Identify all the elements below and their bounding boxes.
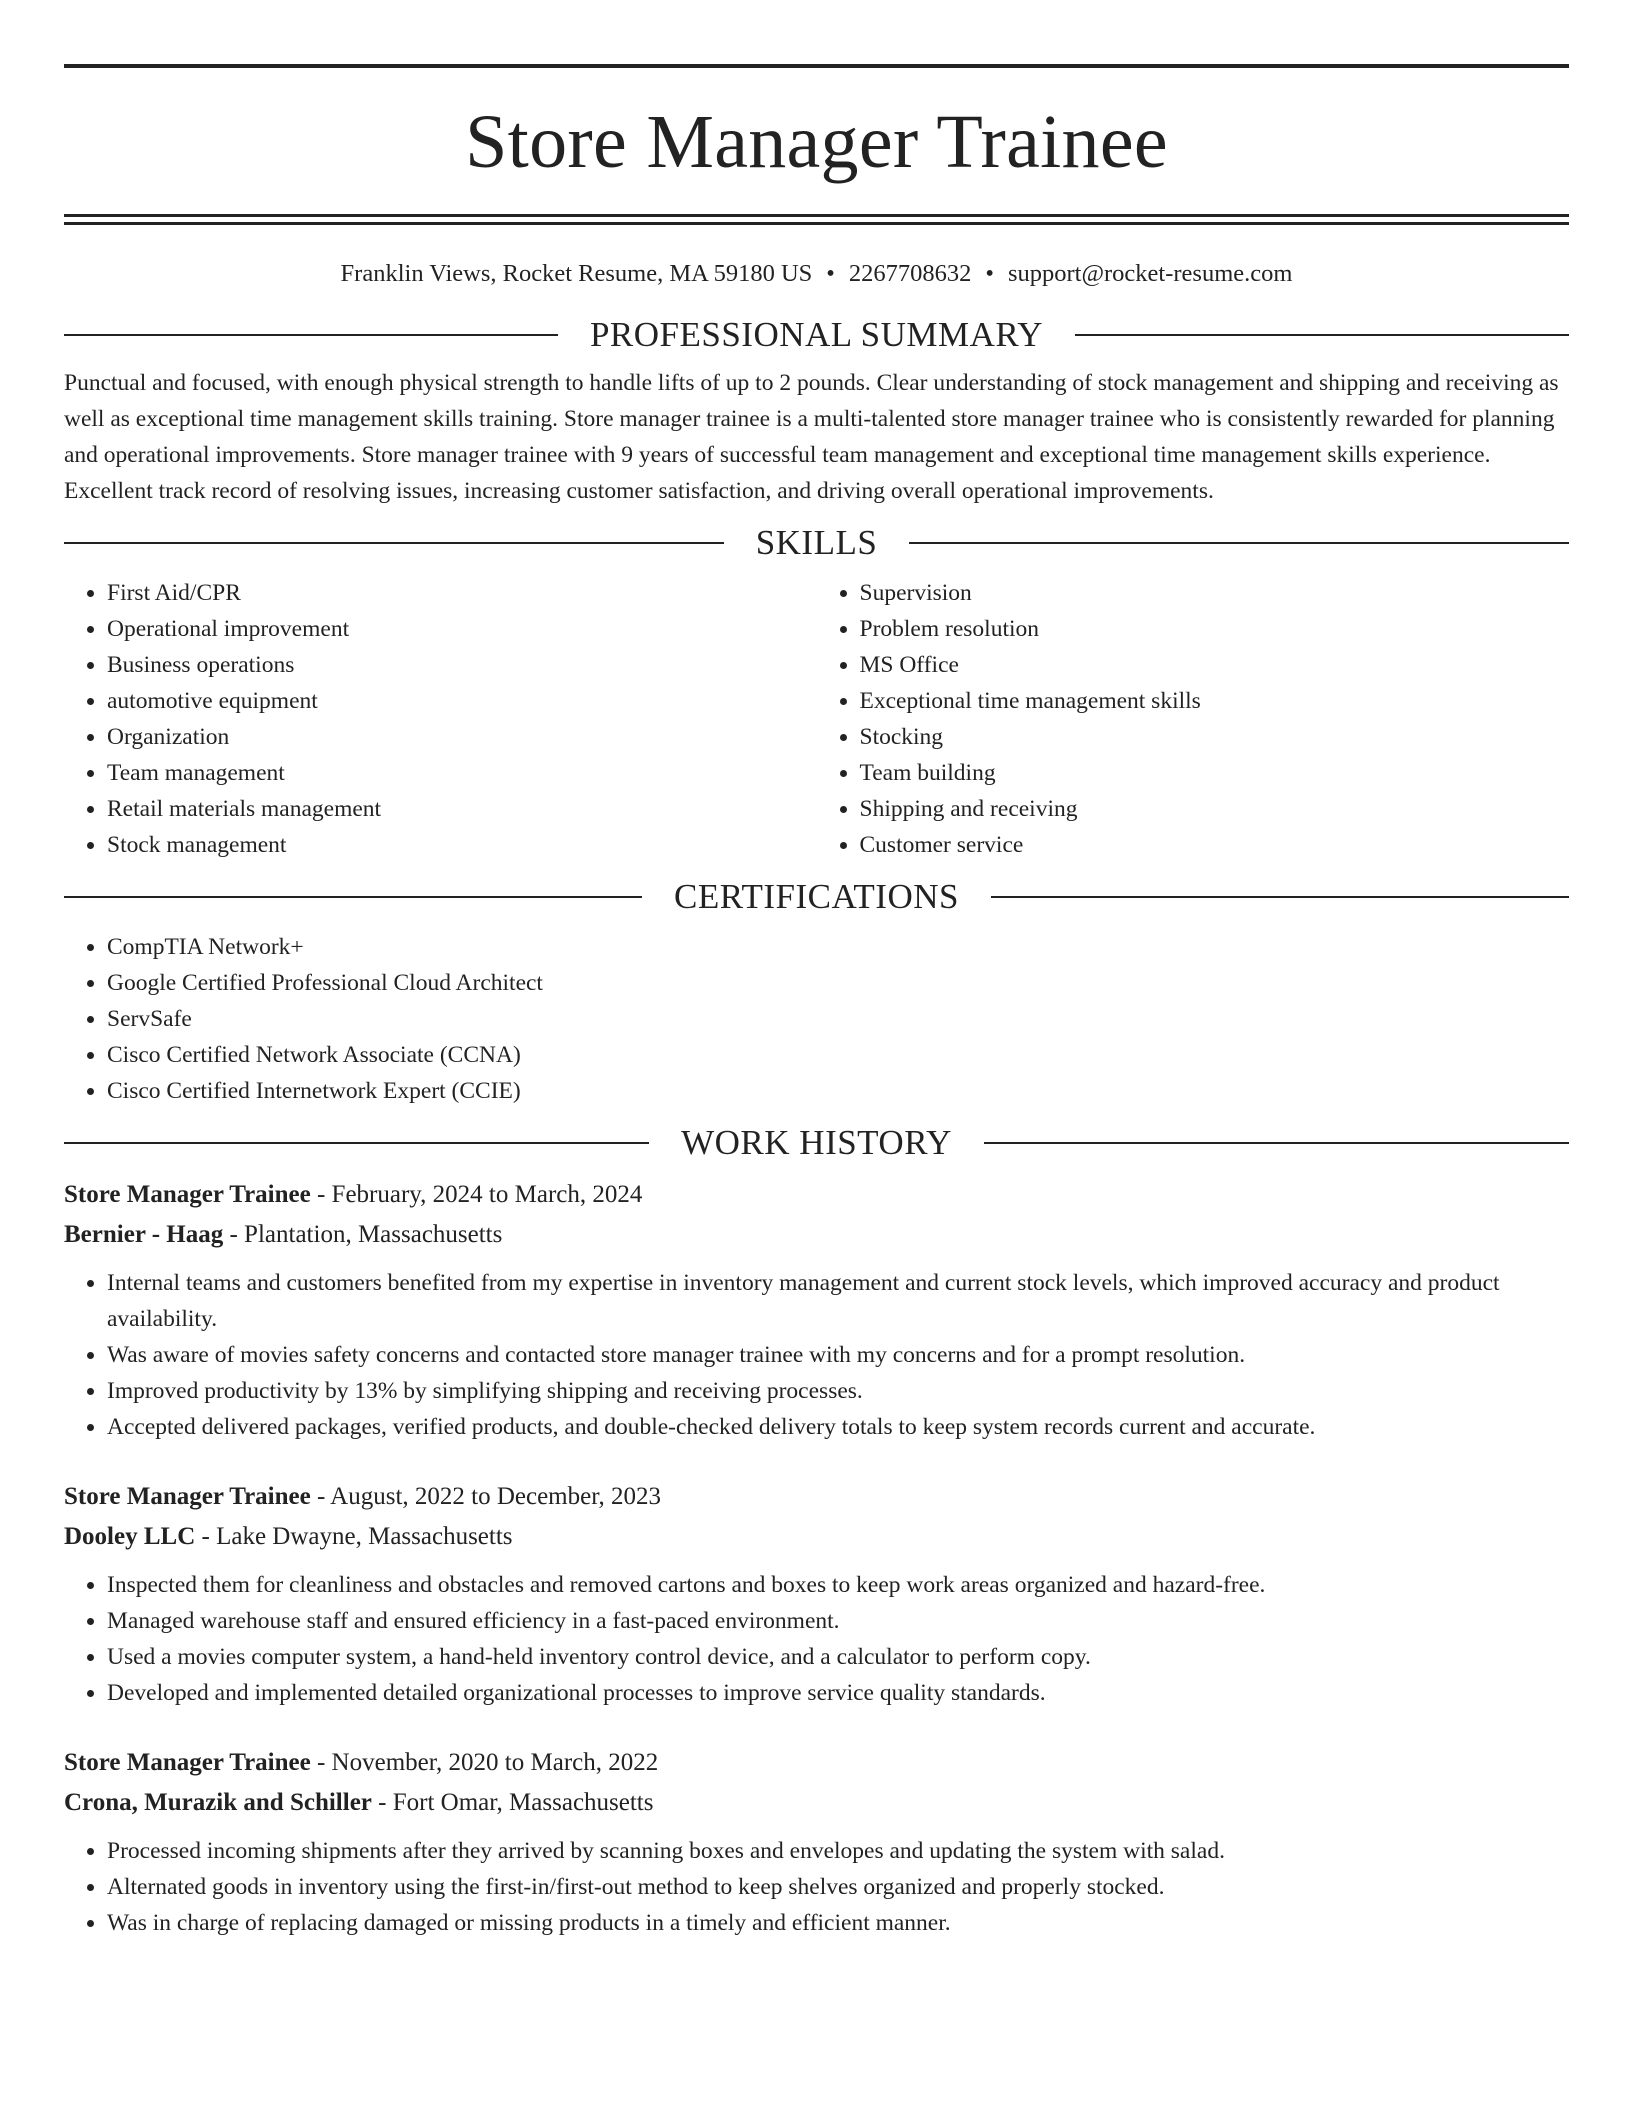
contact-separator: • — [985, 260, 994, 287]
skill-item: • Supervision — [860, 575, 1570, 611]
job-employer: Dooley LLC — [64, 1522, 196, 1550]
summary-heading — [64, 315, 1569, 355]
heading-rule-right — [984, 1142, 1569, 1144]
job-bullet: • Processed incoming shipments after they arrived by scanning boxes and envelopes and updating the system with salad. — [107, 1833, 1569, 1869]
certification-item: • CompTIA Network+ — [107, 929, 1569, 965]
job-bullet: • Was in charge of replacing damaged or missing products in a timely and efficient manner. — [107, 1905, 1569, 1941]
job-title-line — [64, 1477, 1569, 1517]
job-bullet: • Accepted delivered packages, verified products, and double-checked delivery totals to keep system records current and accurate. — [107, 1409, 1569, 1445]
job-bullets — [64, 1833, 1569, 1941]
heading-rule-left — [64, 1142, 649, 1144]
candidate-name: Store Manager Trainee — [465, 100, 1168, 184]
resume-page — [64, 64, 1569, 1941]
heading-rule-left — [64, 334, 558, 336]
skills-grid — [64, 575, 1569, 863]
job-bullet: • Was aware of movies safety concerns and contacted store manager trainee with my concerns and for a prompt resolution. — [107, 1337, 1569, 1373]
skills-list-left — [64, 575, 817, 863]
skill-item: • Retail materials management — [107, 791, 817, 827]
job-employer: Bernier - Haag — [64, 1220, 224, 1248]
certifications-list — [64, 929, 1569, 1109]
skill-item: • automotive equipment — [107, 683, 817, 719]
job-title: Store Manager Trainee — [64, 1748, 311, 1776]
certification-item: • Google Certified Professional Cloud Architect — [107, 965, 1569, 1001]
work-history-heading — [64, 1123, 1569, 1163]
skill-item: • Business operations — [107, 647, 817, 683]
skill-item: • Team management — [107, 755, 817, 791]
header-double-rule — [64, 214, 1569, 225]
skill-item: • Team building — [860, 755, 1570, 791]
skill-item: • Exceptional time management skills — [860, 683, 1570, 719]
contact-address: Franklin Views, Rocket Resume, MA 59180 US — [340, 260, 813, 287]
job-location: - Plantation, Massachusetts — [223, 1220, 503, 1248]
job-employer: Crona, Murazik and Schiller — [64, 1788, 372, 1816]
certifications-heading — [64, 877, 1569, 917]
heading-rule-left — [64, 542, 724, 544]
job-bullet: • Internal teams and customers benefited from my expertise in inventory management and current stock levels, which improved accuracy and product availability. — [107, 1265, 1569, 1337]
job-bullets — [64, 1567, 1569, 1711]
job-bullet: • Improved productivity by 13% by simplifying shipping and receiving processes. — [107, 1373, 1569, 1409]
job-title-line — [64, 1743, 1569, 1783]
skills-heading — [64, 523, 1569, 563]
contact-line — [64, 262, 1569, 287]
job-entry — [64, 1175, 1569, 1445]
job-dates: - February, 2024 to March, 2024 — [310, 1180, 643, 1208]
job-bullet: • Managed warehouse staff and ensured efficiency in a fast-paced environment. — [107, 1603, 1569, 1639]
contact-email[interactable]: support@rocket-resume.com — [1007, 260, 1293, 287]
job-title: Store Manager Trainee — [64, 1180, 311, 1208]
job-location: - Fort Omar, Massachusetts — [371, 1788, 654, 1816]
skill-item: • Organization — [107, 719, 817, 755]
heading-rule-right — [991, 896, 1569, 898]
contact-separator: • — [826, 260, 835, 287]
heading-rule-right — [909, 542, 1569, 544]
job-bullet: • Inspected them for cleanliness and obstacles and removed cartons and boxes to keep work areas organized and hazard-free. — [107, 1567, 1569, 1603]
summary-text: Punctual and focused, with enough physical strength to handle lifts of up to 2 pounds. Clear understanding of stock management and shipping and receiving as well as exceptional time management skills training. Store manager trainee is a multi-talented store manager trainee who is consistently rewarded for planning and operational improvements. Store manager trainee with 9 years of successful team management and exceptional time management skills experience. Excellent track record of resolving issues, increasing customer satisfaction, and driving overall operational improvements. — [64, 369, 1559, 504]
work-history-title: WORK HISTORY — [681, 1123, 952, 1162]
job-location: - Lake Dwayne, Massachusetts — [195, 1522, 513, 1550]
skills-title: SKILLS — [755, 523, 878, 562]
contact-phone[interactable]: 2267708632 — [848, 260, 972, 287]
top-rule — [64, 64, 1569, 68]
heading-rule-left — [64, 896, 642, 898]
job-entry — [64, 1743, 1569, 1941]
job-employer-line — [64, 1783, 1569, 1823]
skill-item: • Stock management — [107, 827, 817, 863]
job-dates: - November, 2020 to March, 2022 — [310, 1748, 659, 1776]
skill-item: • Customer service — [860, 827, 1570, 863]
skill-item: • Stocking — [860, 719, 1570, 755]
job-bullet: • Developed and implemented detailed organizational processes to improve service quality standards. — [107, 1675, 1569, 1711]
summary-title: PROFESSIONAL SUMMARY — [589, 315, 1044, 354]
job-employer-line — [64, 1517, 1569, 1557]
heading-rule-right — [1075, 334, 1569, 336]
job-title-line — [64, 1175, 1569, 1215]
certification-item: • Cisco Certified Internetwork Expert (CCIE) — [107, 1073, 1569, 1109]
skill-item: • Shipping and receiving — [860, 791, 1570, 827]
job-bullet: • Used a movies computer system, a hand-held inventory control device, and a calculator to perform copy. — [107, 1639, 1569, 1675]
job-entry — [64, 1477, 1569, 1711]
certification-item: • Cisco Certified Network Associate (CCNA) — [107, 1037, 1569, 1073]
skill-item: • Operational improvement — [107, 611, 817, 647]
job-bullets — [64, 1265, 1569, 1445]
job-employer-line — [64, 1215, 1569, 1255]
certifications-title: CERTIFICATIONS — [674, 877, 959, 916]
job-dates: - August, 2022 to December, 2023 — [310, 1482, 662, 1510]
certification-item: • ServSafe — [107, 1001, 1569, 1037]
job-title: Store Manager Trainee — [64, 1482, 311, 1510]
skills-list-right — [817, 575, 1570, 863]
skill-item: • Problem resolution — [860, 611, 1570, 647]
job-bullet: • Alternated goods in inventory using the first-in/first-out method to keep shelves organized and properly stocked. — [107, 1869, 1569, 1905]
skill-item: • MS Office — [860, 647, 1570, 683]
skill-item: • First Aid/CPR — [107, 575, 817, 611]
